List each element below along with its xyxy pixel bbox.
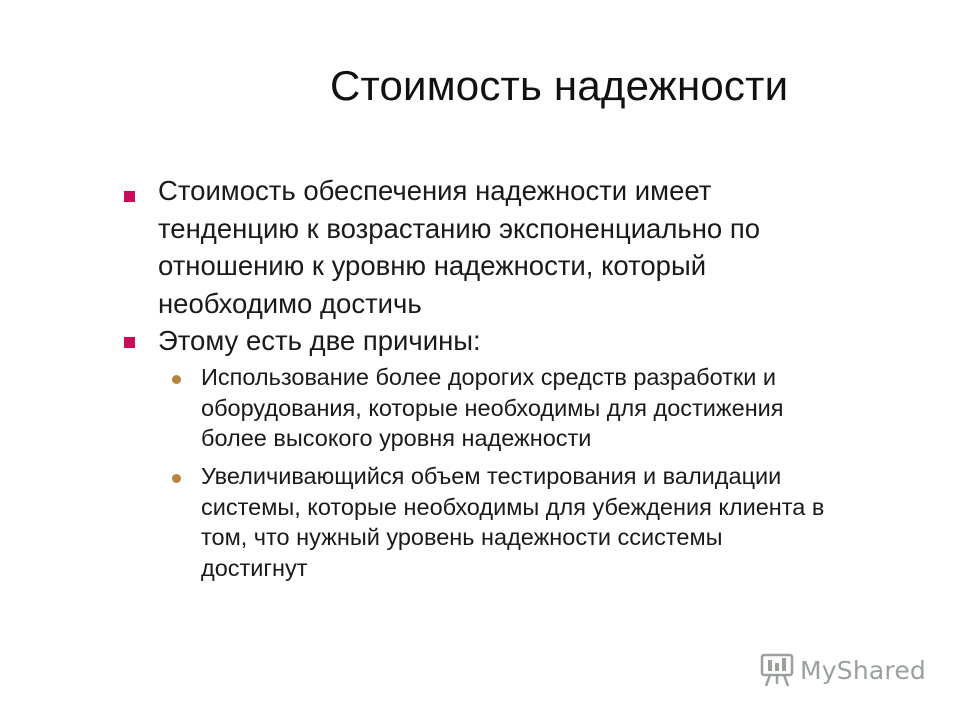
sub-bullet-text-line: Использование более дорогих средств разработки и [201,364,776,390]
sub-bullet-item [201,362,921,454]
slide-title: Стоимость надежности [330,62,789,109]
sub-bullet-dot-icon [172,474,181,483]
sub-bullet-text-line: оборудования, которые необходимы для достижения [201,394,784,421]
sub-bullet-item [201,461,921,583]
sub-bullet-dot-icon [172,375,181,384]
bullet-text-line: необходимо достичь [158,287,422,319]
bullet-item [158,322,878,360]
sub-bullet-text-line: том, что нужный уровень надежности ссистемы [201,524,723,550]
sub-bullet-text-line: Увеличивающийся объем тестирования и валидации [201,463,782,489]
bullet-text-line: Этому есть две причины: [158,325,481,356]
watermark-text: MyShared [800,655,926,685]
bullet-item [158,172,878,322]
bullet-square-icon [124,191,135,202]
presentation-board-icon [760,652,794,688]
bullet-text-line: тенденцию к возрастанию экспоненциально по [158,212,761,244]
sub-bullet-text-line: более высокого уровня надежности [201,425,592,451]
bullet-square-icon [124,337,135,348]
bullet-text-line: Стоимость обеспечения надежности имеет [158,175,712,206]
watermark-logo[interactable] [760,650,926,690]
sub-bullet-text-line: достигнут [201,554,308,581]
sub-bullet-text-line: системы, которые необходимы для убеждения клиента в [201,493,825,520]
bullet-text-line: отношению к уровню надежности, который [158,250,707,281]
